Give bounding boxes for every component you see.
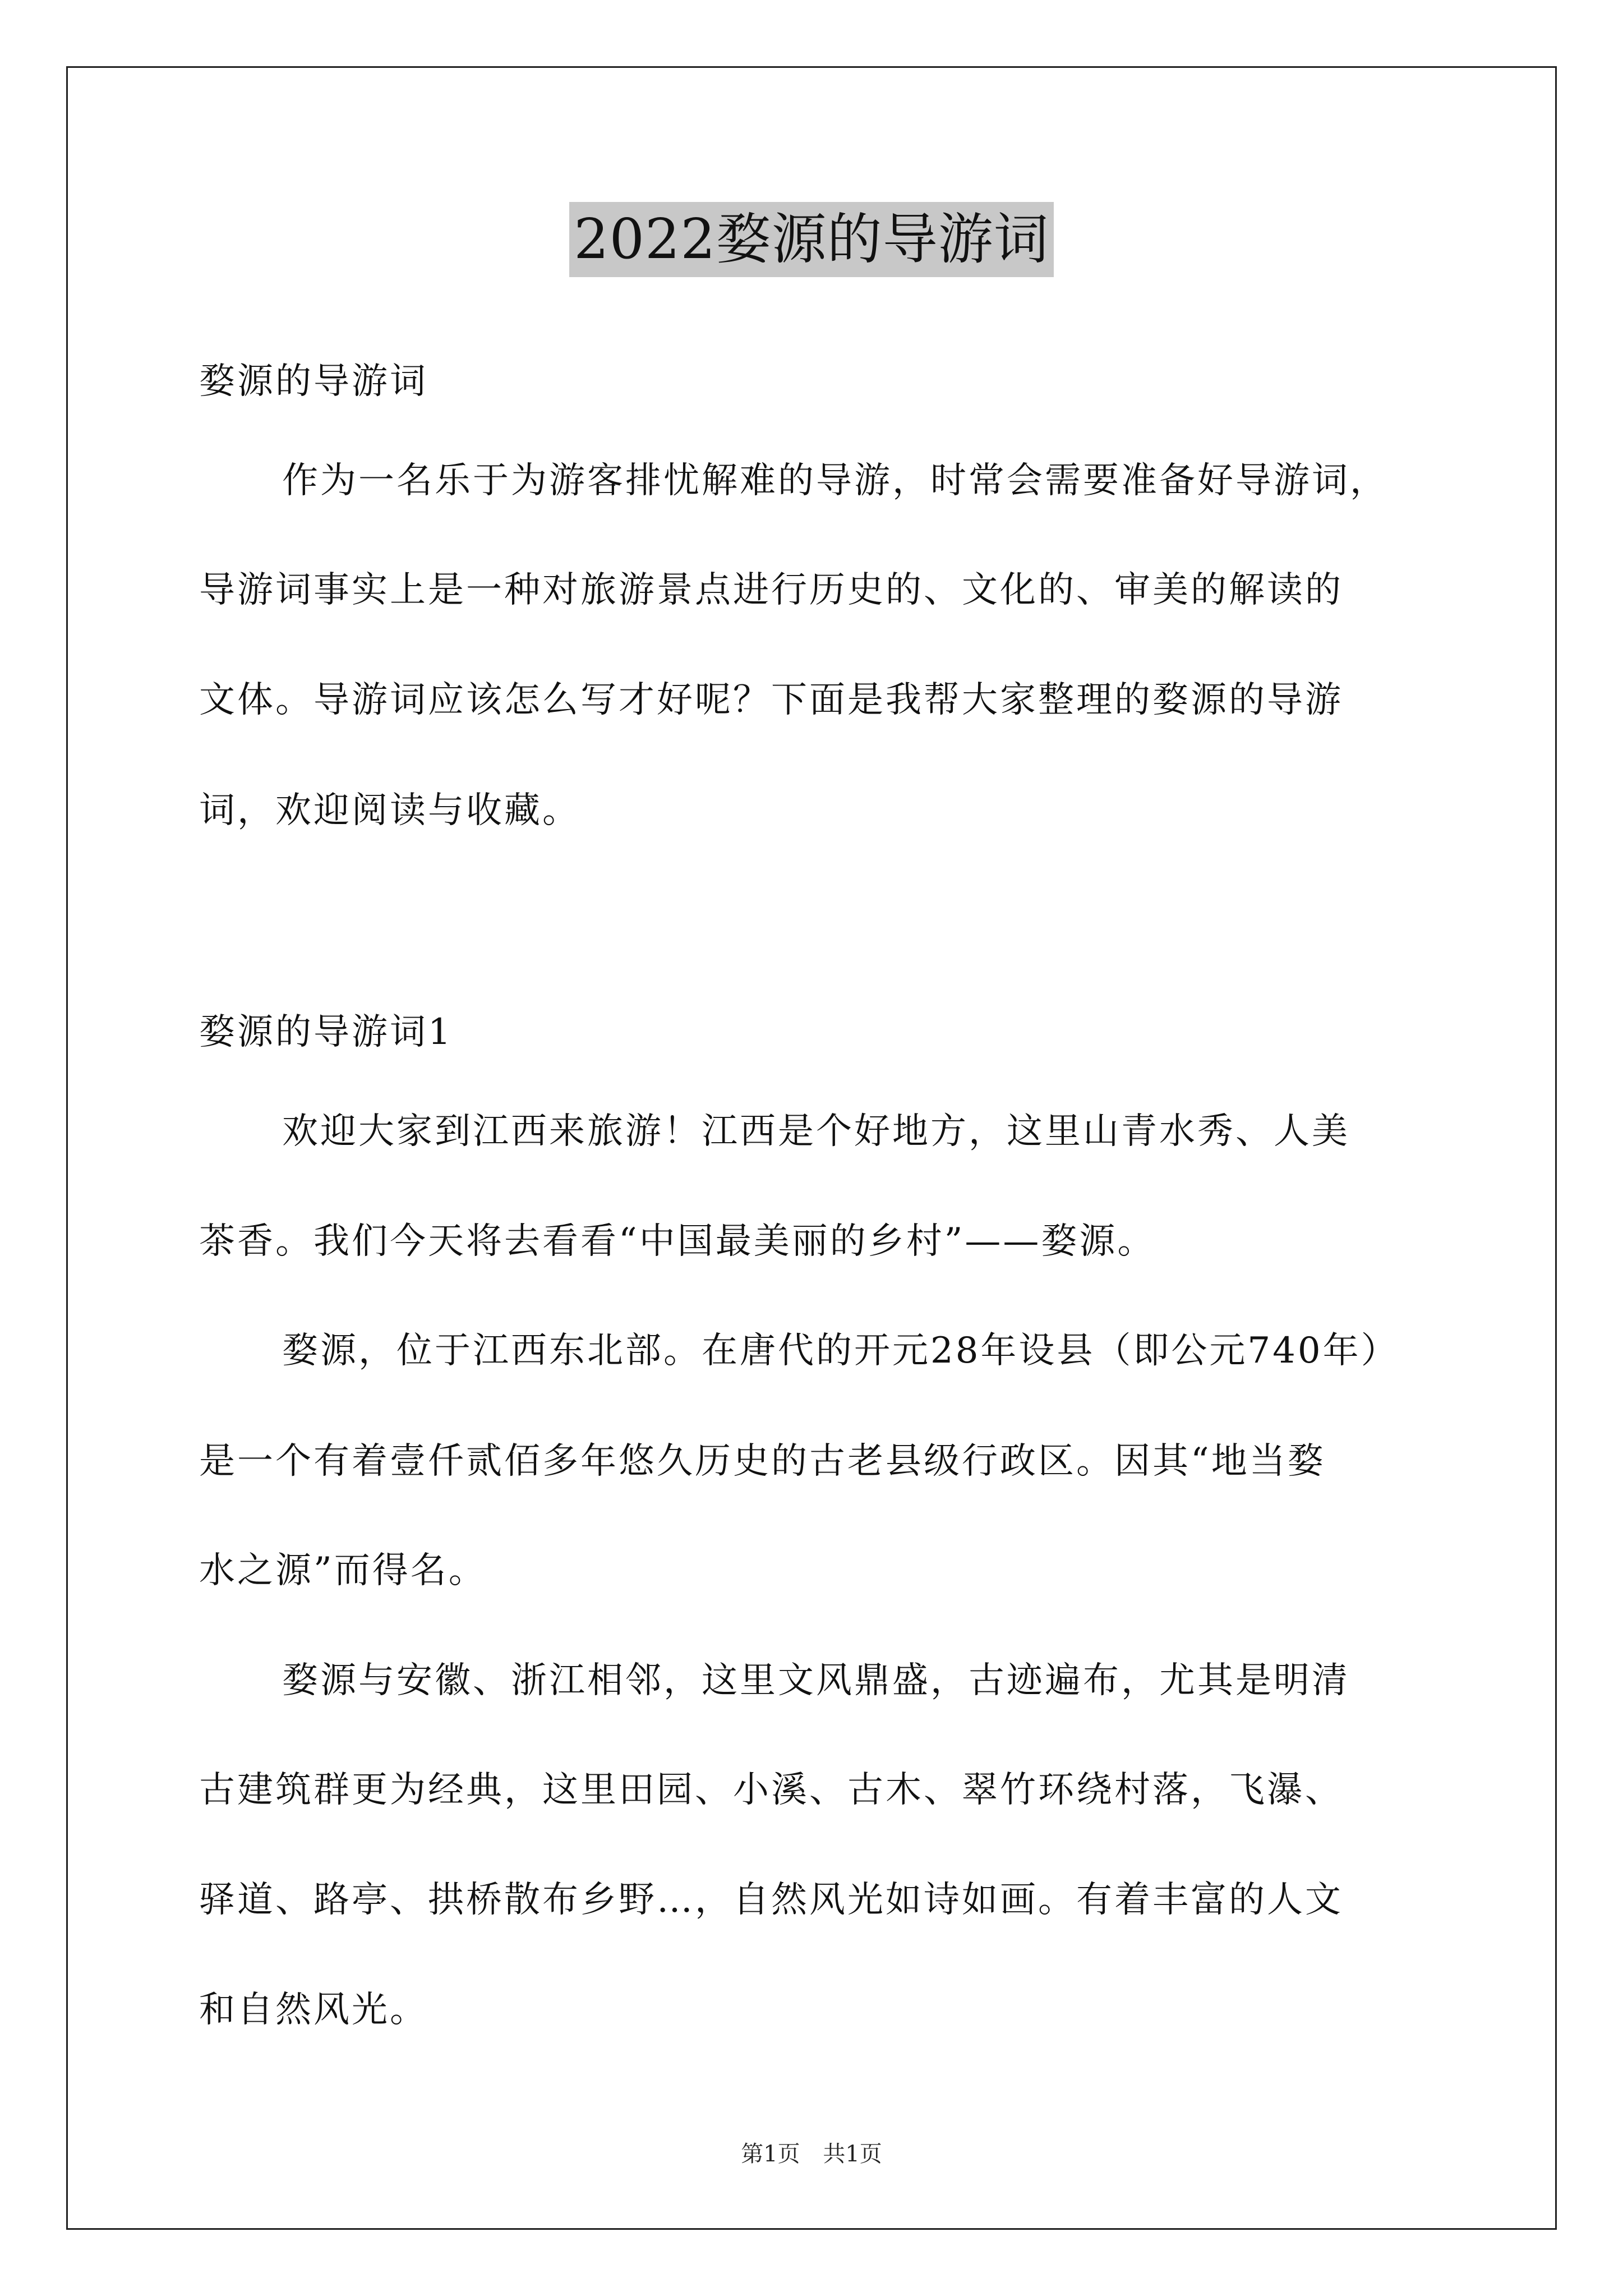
intro-line-1: 作为一名乐于为游客排忧解难的导游，时常会需要准备好导游词， [282, 460, 1388, 501]
intro-line-3: 文体。导游词应该怎么写才好呢？下面是我帮大家整理的婺源的导游 [199, 679, 1343, 721]
document-title: 2022婺源的导游词 [569, 202, 1053, 277]
paragraph2-line-2: 是一个有着壹仟贰佰多年悠久历史的古老县级行政区。因其“地当婺 [199, 1441, 1326, 1482]
paragraph2-line-1: 婺源，位于江西东北部。在唐代的开元28年设县（即公元740年） [282, 1330, 1399, 1372]
title-container [0, 202, 1623, 277]
paragraph1-line-1: 欢迎大家到江西来旅游！江西是个好地方，这里山青水秀、人美 [282, 1111, 1350, 1152]
paragraph3-line-2: 古建筑群更为经典，这里田园、小溪、古木、翠竹环绕村落，飞瀑、 [199, 1769, 1343, 1811]
paragraph3-line-3: 驿道、路亭、拱桥散布乡野…，自然风光如诗如画。有着丰富的人文 [199, 1879, 1343, 1921]
page-footer [0, 2136, 1623, 2168]
paragraph1-line-2: 茶香。我们今天将去看看“中国最美丽的乡村”——婺源。 [199, 1221, 1156, 1262]
paragraph3-line-4: 和自然风光。 [199, 1989, 428, 2031]
paragraph3-line-1: 婺源与安徽、浙江相邻，这里文风鼎盛，古迹遍布，尤其是明清 [282, 1660, 1350, 1701]
page-number: 第1页 [741, 2141, 800, 2167]
intro-heading: 婺源的导游词 [199, 361, 428, 402]
section-heading: 婺源的导游词1 [199, 1011, 453, 1053]
paragraph2-line-3: 水之源”而得名。 [199, 1550, 487, 1591]
intro-line-2: 导游词事实上是一种对旅游景点进行历史的、文化的、审美的解读的 [199, 569, 1343, 611]
intro-line-4: 词，欢迎阅读与收藏。 [199, 790, 580, 831]
page-total: 共1页 [823, 2141, 882, 2167]
